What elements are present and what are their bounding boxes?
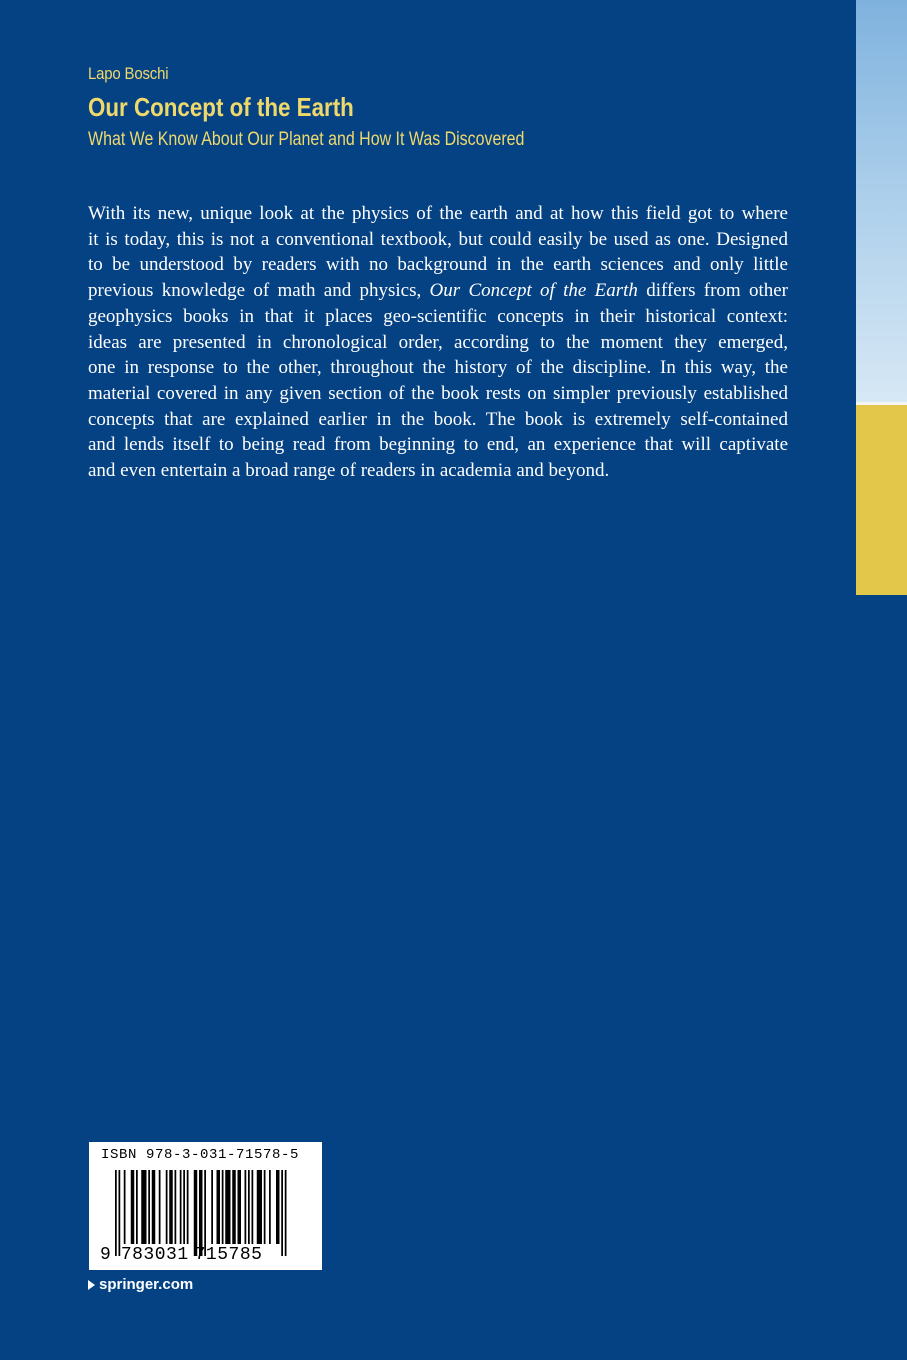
barcode-bar (141, 1170, 146, 1244)
blurb-line: ideas are presented in chronological order, according to the moment they emerged, (88, 331, 788, 353)
barcode-bar (204, 1170, 206, 1256)
barcode-bar (159, 1170, 161, 1244)
barcode-bar (269, 1170, 271, 1244)
blurb-line: geophysics books in that it places geo-scientific concepts in their historical context: (88, 305, 788, 327)
blurb-line: material covered in any given section of the book rests on simpler previously established (88, 382, 788, 404)
blurb-paragraph (88, 201, 788, 484)
isbn-label: ISBN 978-3-031-71578-5 (101, 1147, 300, 1163)
barcode-bar (175, 1170, 177, 1244)
publisher-link[interactable] (88, 1276, 193, 1293)
blurb-line: it is today, this is not a conventional textbook, but could easily be used as one. Designed (88, 228, 788, 250)
blurb-text: previous knowledge of math and physics, (88, 280, 422, 302)
barcode-bar (183, 1170, 185, 1244)
barcode-bar (222, 1170, 224, 1244)
spine-sky-strip (856, 0, 907, 402)
barcode-bar (238, 1170, 242, 1244)
barcode-bar (180, 1170, 182, 1244)
blurb-line: one in response to the other, throughout the history of the discipline. In this way, the (88, 357, 788, 379)
barcode-bar (281, 1170, 283, 1256)
blurb-book-title-italic: Our Concept of the Earth (429, 280, 638, 302)
blurb-line (88, 278, 788, 304)
book-title: Our Concept of the Earth (88, 92, 354, 122)
book-subtitle: What We Know About Our Planet and How It Was Discovered (88, 129, 525, 150)
barcode-digit-right: 715785 (194, 1245, 263, 1265)
barcode-bar (248, 1170, 250, 1244)
barcode-bar (166, 1170, 168, 1244)
isbn-barcode (89, 1142, 322, 1270)
publisher-url: springer.com (99, 1276, 194, 1293)
barcode-bar (252, 1170, 254, 1244)
blurb-line: With its new, unique look at the physics of the earth and at how this field got to where (88, 203, 788, 224)
barcode-bar (148, 1170, 150, 1244)
barcode-digit-first: 9 (100, 1245, 111, 1265)
barcode-bar (211, 1170, 213, 1244)
barcode-bar (119, 1170, 121, 1256)
blurb-line: to be understood by readers with no background in the earth sciences and only little (88, 254, 788, 276)
arrow-right-icon (88, 1280, 95, 1290)
barcode-bar (187, 1170, 189, 1244)
barcode-digit-left: 783031 (120, 1245, 189, 1265)
author-name: Lapo Boschi (88, 64, 169, 83)
barcode-digit-row (100, 1245, 315, 1265)
barcode-bar (257, 1170, 262, 1244)
barcode-bar (115, 1170, 117, 1256)
barcode-bar (131, 1170, 135, 1244)
spine-yellow-band (856, 405, 907, 595)
blurb-text: differs from other (646, 280, 789, 302)
barcode-bar (225, 1170, 230, 1244)
barcode-bar (152, 1170, 156, 1244)
blurb-line: concepts that are explained earlier in the book. The book is extremely self-contained (88, 408, 788, 430)
barcode-bar (217, 1170, 221, 1244)
barcode-bar (199, 1170, 203, 1256)
barcode-bar (194, 1170, 198, 1256)
barcode-bar (124, 1170, 126, 1244)
barcode-bar (136, 1170, 138, 1244)
barcode-bar (276, 1170, 280, 1244)
barcode-bar (169, 1170, 173, 1244)
barcode-bar (285, 1170, 287, 1256)
blurb-line: and lends itself to being read from beginning to end, an experience that will captivate (88, 434, 788, 456)
blurb-line: and even entertain a broad range of readers in academia and beyond. (88, 460, 610, 482)
barcode-bar (232, 1170, 236, 1244)
barcode-bar (264, 1170, 266, 1244)
barcode-bar (245, 1170, 247, 1244)
